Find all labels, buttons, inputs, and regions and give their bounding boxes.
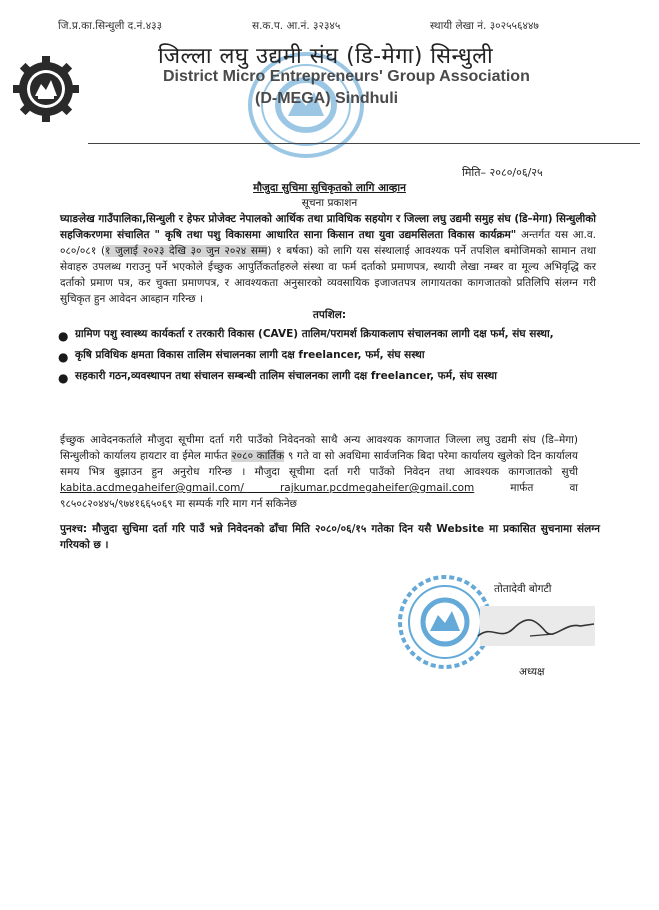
bullet-icon: ●	[58, 329, 69, 343]
ref-skp-number: स.क.प. आ.नं. ३२३४५	[252, 20, 341, 32]
signatory-title: अध्यक्ष	[519, 666, 545, 678]
intro-paragraph	[60, 211, 596, 307]
deadline-highlight: २०८० कार्तिक	[231, 450, 285, 462]
details-label: तपशिल:	[312, 309, 347, 321]
intro-mid-text: अन्तर्गत यस आ.व. ०८०/०८१ (	[60, 229, 596, 257]
list-item: ● ग्रामिण पशु स्वास्थ्य कार्यकर्ता र तरकारी विकास (CAVE) तालिम/परामर्श क्रियाकलाप संचालनका लागी दक्ष फर्म, संघ सस्था,	[58, 328, 554, 343]
postscript: पुनश्च: मौजुदा सुचिमा दर्ता गरि पाउँ भन्ने निवेदनको ढाँचा मिति २०८०/०६/१५ गतेका दिन यसै Website मा प्रकासित सुचनामा संलग्न गरियको छ ।	[60, 523, 600, 551]
signatory-name: तोतादेवी बोगटी	[494, 583, 552, 595]
ref-darta-number: जि.प्र.का.सिन्धुली द.नं.४३३	[58, 20, 163, 32]
ref-pan-number: स्थायी लेखा नं. ३०२५५६४४७	[430, 20, 539, 32]
details-list	[58, 326, 583, 389]
date-value: २०८०/०६/२५	[489, 166, 543, 179]
org-name-nepali: जिल्ला लघु उद्यमी संघ (डि-मेगा) सिन्धुली	[158, 44, 494, 69]
gear-emblem-icon	[11, 54, 81, 124]
intro-bold-text: घ्याङलेख गाउँपालिका,सिन्धुली र हेफर प्रोजेक्ट नेपालको आर्थिक तथा प्राविधिक सहयोग र जिल्ला लघु उद्यमी समुह संघ (डि–मेगा) सिन्धुलीको सहजिकरणमा संचालित " कृषि तथा पशु विकासमा आधारित साना किसान तथा युवा उद्यमसिलता विकास कार्यक्रम"	[60, 213, 596, 241]
handwritten-signature-icon	[470, 606, 600, 656]
org-name-english: District Micro Entrepreneurs' Group Association	[163, 68, 530, 85]
date-label: मिति–	[462, 166, 487, 179]
header-divider	[88, 143, 640, 144]
notice-subheading: सूचना प्रकाशन	[301, 197, 358, 209]
email-links[interactable]: kabita.acdmegaheifer@gmail.com/ rajkumar.pcdmegaheifer@gmail.com	[60, 482, 475, 494]
intro-rest-text: ) १ बर्षका) को लागि यस संस्थालाई आवश्यक पर्ने तपशिल बमोजिमको सामान तथा सेवाहरु उपलब्ध गराउनु पर्ने भएकोले ईच्छुक आपुर्तिकर्ताहरुले संस्था वा फर्म दर्ताको प्रमाणपत्र, स्थायी लेखा नम्बर वा मूल्य अभिवृद्धि कर दर्ताको प्रमाण पत्र, कर चुक्ता प्रमाणपत्र, र आवश्यकता अनुसारको व्यवसायिक इजाजतपत्र लागायतका कागजातको प्रतिलिपि संलग्न गरी सुचिकृत हुन आवेदन आब्हान गरिन्छ ।	[60, 245, 597, 305]
org-short-name: (D-MEGA) Sindhuli	[255, 90, 399, 107]
list-item: ● कृषि प्रविधिक क्षमता विकास तालिम संचालनका लागी दक्ष freelancer, फर्म, संघ सस्था	[58, 349, 425, 364]
application-paragraph: ईच्छुक आवेदनकर्ताले मौजुदा सूचीमा दर्ता गरी पाउँको निवेदनको साथै अन्य आवश्यक कागजात जिल्ला लघु उद्यमी संघ (डि–मेगा) सिन्धुलीको कार्यालय हायटार वा ईमेल मार्फत २०८० कार्तिक ९ गते वा सो अवधिमा सार्वजनिक बिदा परेमा कार्यालय खुलेको दिन कार्यालय समय भित्र बुझाउन हुन अनुरोध गरिन्छ । मौजुदा सूचीमा दर्ता गरी पाउँको निवेदन तथा आवश्यक कागजातको सुची kabita.acdmegaheifer@gmail.com/ rajkumar.pcdmegaheifer@gmail.com मार्फत वा ९८५०८२०४४५/९७४१६६५०६९ मा सम्पर्क गरि माग गर्न सकिनेछ	[60, 434, 578, 510]
bullet-icon: ●	[58, 371, 69, 385]
notice-date	[462, 165, 543, 180]
intro-period-highlight: १ जुलाई २०२३ देखि ३० जुन २०२४ सम्म	[105, 245, 268, 257]
bullet-icon: ●	[58, 350, 69, 364]
list-item: ● सहकारी गठन,व्यवस्थापन तथा संचालन सम्बन्धी तालिम संचालनका लागी दक्ष freelancer, फर्म, संघ सस्था	[58, 370, 498, 385]
notice-heading: मौजुदा सुचिमा सुचिकृतको लागि आव्हान	[253, 182, 406, 194]
